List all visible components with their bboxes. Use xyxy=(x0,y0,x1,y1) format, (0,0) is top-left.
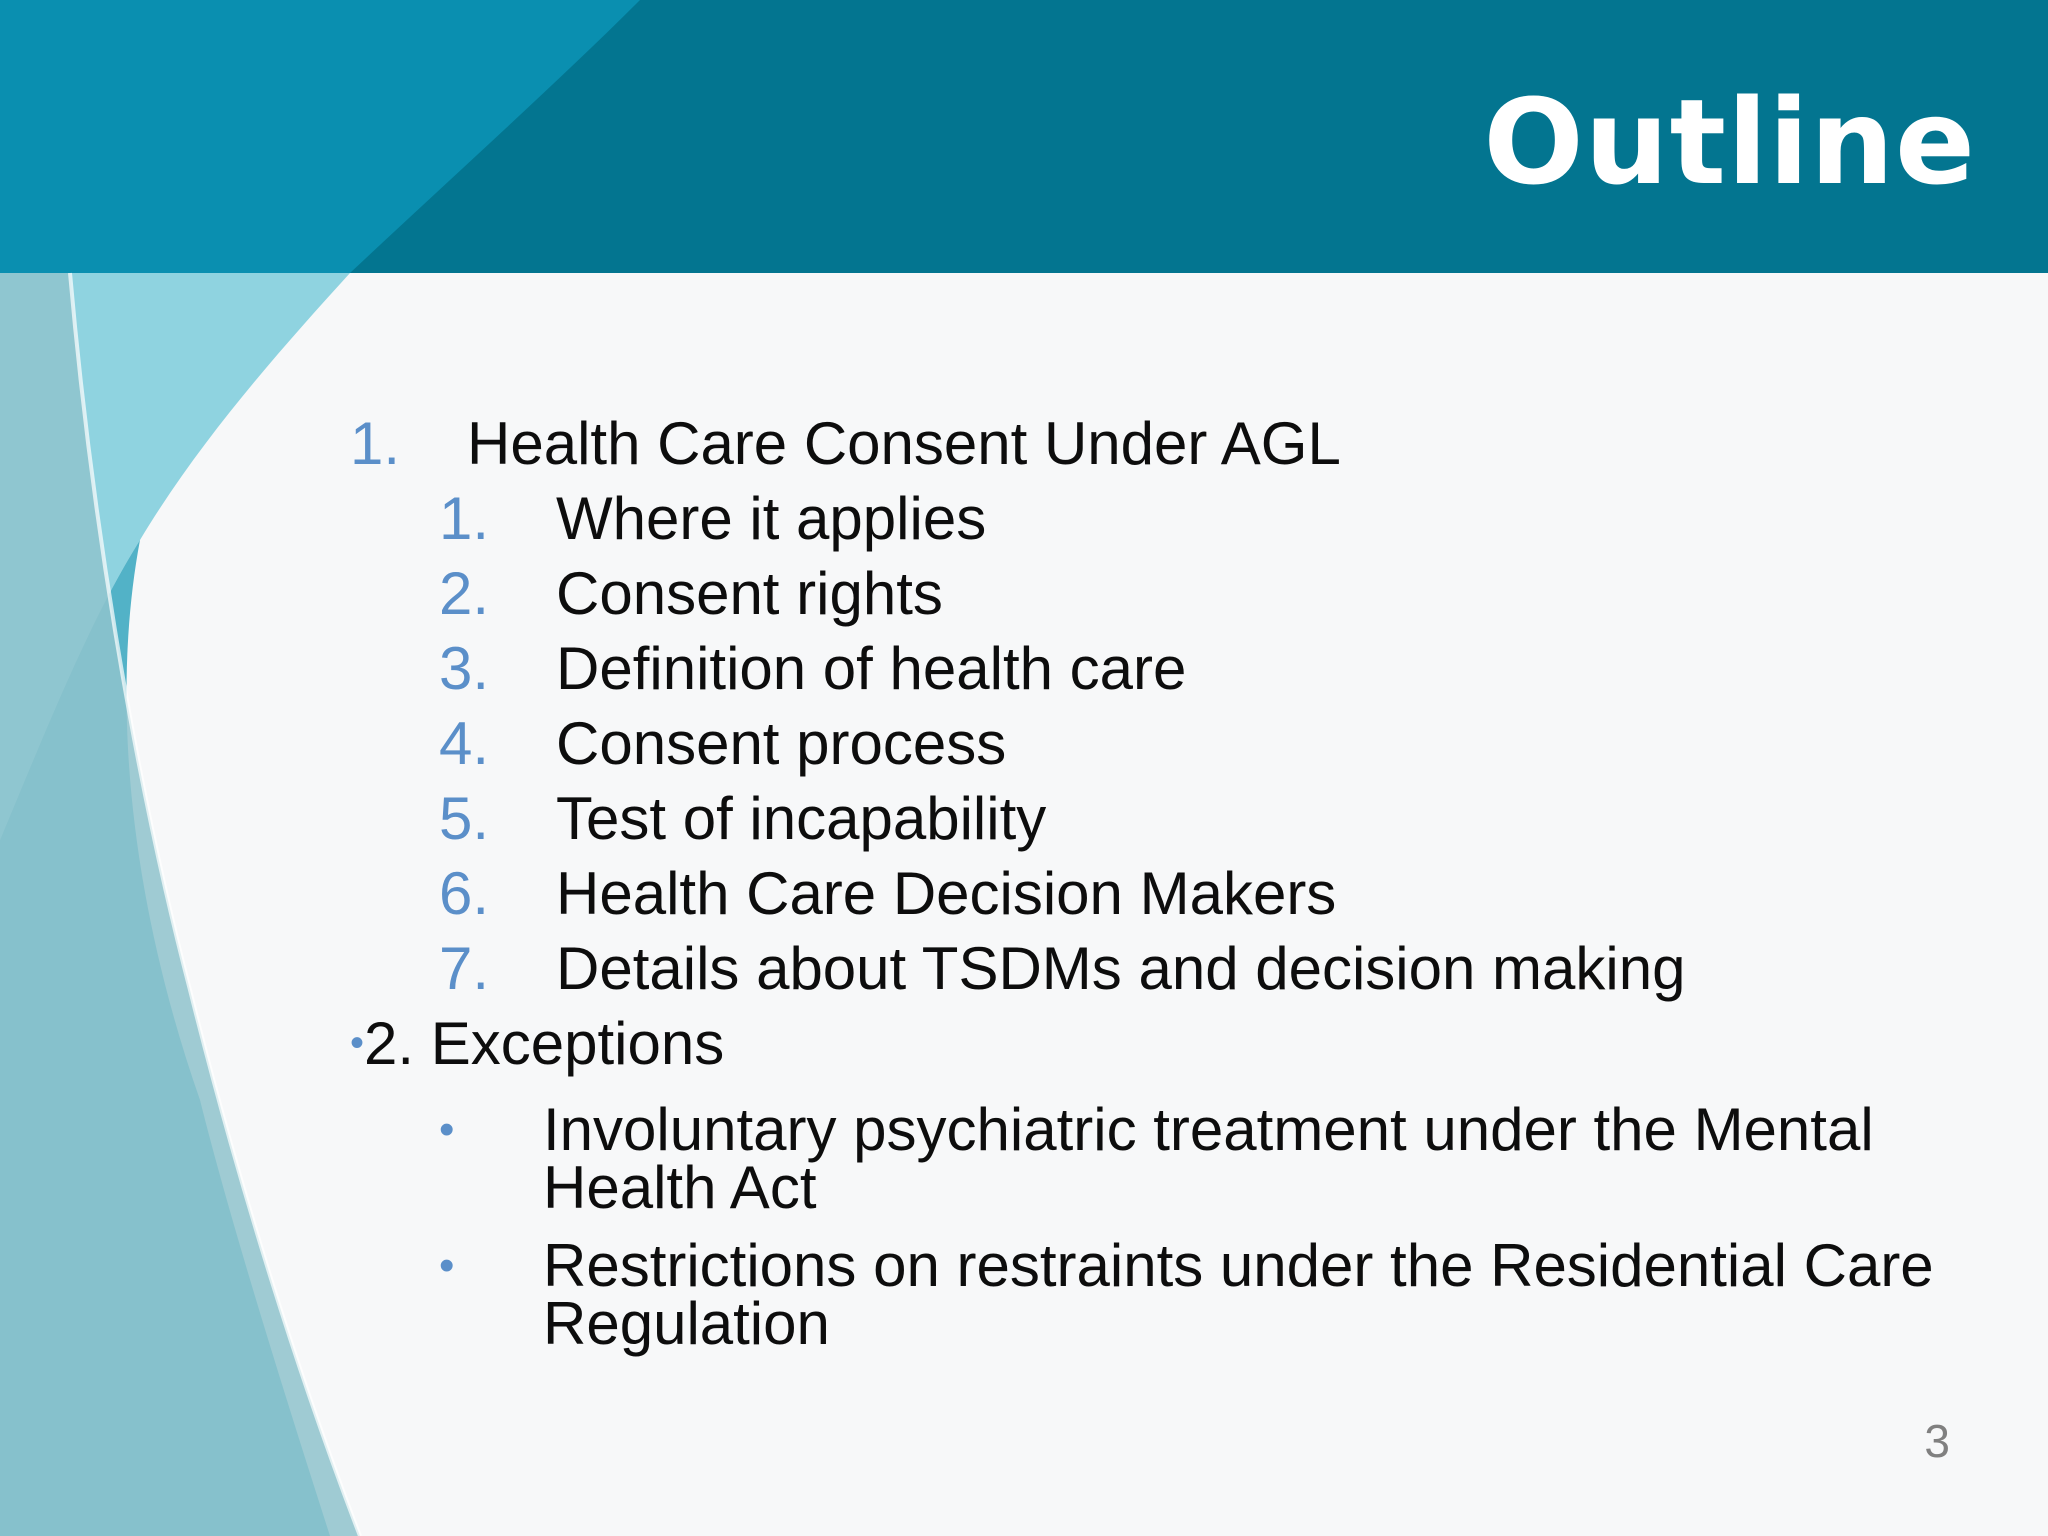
outline-list xyxy=(350,406,2000,1357)
subitem-number: 1. xyxy=(439,485,490,552)
subitem-number: 4. xyxy=(439,710,490,777)
bullet-icon: • xyxy=(439,1241,455,1290)
subitem-text: Test of incapability xyxy=(556,785,1047,852)
item-number: 1. xyxy=(350,410,401,477)
item-text: Health Care Consent Under AGL xyxy=(467,410,1341,477)
outline-subitem xyxy=(350,931,2000,1006)
exception-subitem xyxy=(350,1232,2000,1357)
outline-subitem xyxy=(350,556,2000,631)
exceptions-heading xyxy=(350,1006,2000,1081)
outline-subitem xyxy=(350,706,2000,781)
subitem-number: 3. xyxy=(439,635,490,702)
subitem-number: 2. xyxy=(439,560,490,627)
page-number: 3 xyxy=(1924,1415,1950,1467)
exceptions-label: 2. Exceptions xyxy=(364,1010,725,1077)
bullet-icon: • xyxy=(439,1105,455,1154)
subitem-text: Consent process xyxy=(556,710,1007,777)
exception-text: Restrictions on restraints under the Residential Care Regulation xyxy=(543,1232,1934,1357)
subitem-number: 6. xyxy=(439,860,490,927)
subitem-number: 7. xyxy=(439,935,490,1002)
subitem-text: Health Care Decision Makers xyxy=(556,860,1337,927)
subitem-text: Consent rights xyxy=(556,560,943,627)
subitem-text: Where it applies xyxy=(556,485,987,552)
subitem-text: Details about TSDMs and decision making xyxy=(556,935,1686,1002)
outline-subitem xyxy=(350,631,2000,706)
outline-subitem xyxy=(350,856,2000,931)
outline-item xyxy=(350,406,2000,481)
outline-subitem xyxy=(350,481,2000,556)
subitem-text: Definition of health care xyxy=(556,635,1187,702)
slide-title: Outline xyxy=(1483,73,1976,211)
bullet-icon: • xyxy=(350,1021,365,1065)
subitem-number: 5. xyxy=(439,785,490,852)
outline-subitem xyxy=(350,781,2000,856)
exception-text: Involuntary psychiatric treatment under the Mental Health Act xyxy=(543,1096,1874,1221)
exception-subitem xyxy=(350,1096,2000,1221)
